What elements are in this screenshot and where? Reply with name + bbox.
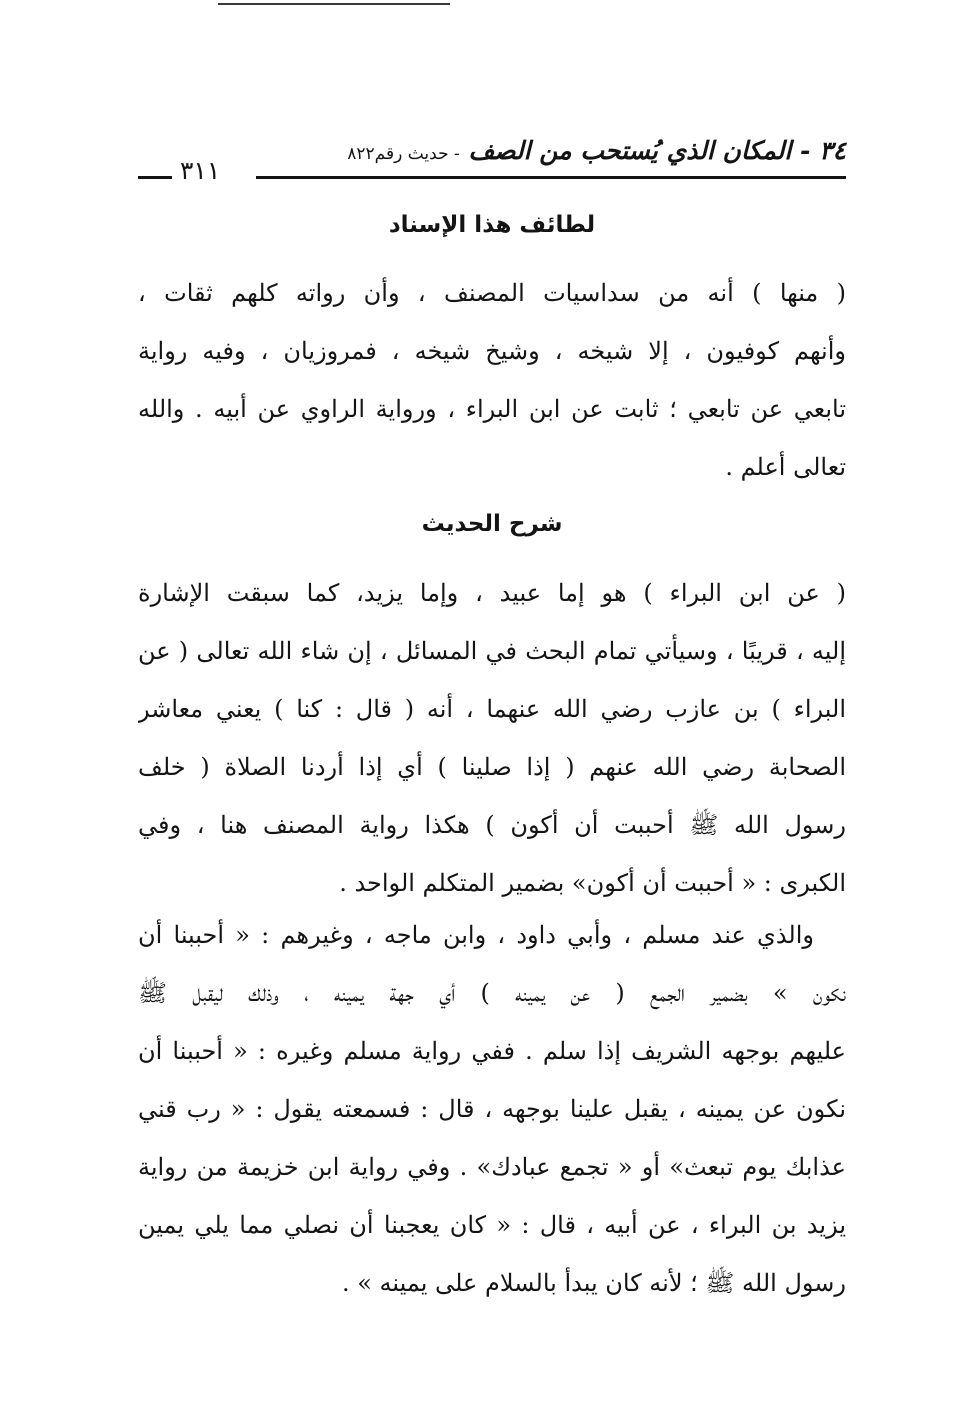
hadith-reference: - حديث رقم٨٢٢ bbox=[347, 144, 460, 164]
text-line: تابعي عن تابعي ؛ ثابت عن ابن البراء ، ورواية الراوي عن أبيه . والله bbox=[138, 395, 846, 423]
header-rule bbox=[256, 176, 846, 179]
text-line: تعالى أعلم . bbox=[725, 453, 846, 481]
text-line: ( عن ابن البراء ) هو إما عبيد ، وإما يزيد، كما سبقت الإشارة bbox=[138, 579, 846, 607]
text-line: إليه ، قريبًا ، وسيأتي تمام البحث في المسائل ، إن شاء الله تعالى ( عن bbox=[138, 637, 846, 665]
paragraph-lataif bbox=[138, 264, 846, 496]
text-line: والذي عند مسلم ، وأبي داود ، وابن ماجه ، وغيرهم : « أحببنا أن bbox=[138, 921, 814, 949]
section-heading-lataif: لطائف هذا الإسناد bbox=[388, 212, 596, 238]
text-line: الكبرى : « أحببت أن أكون» بضمير المتكلم الواحد . bbox=[339, 869, 846, 897]
text-line: عليهم بوجهه الشريف إذا سلم . ففي رواية مسلم وغيره : « أحببنا أن bbox=[138, 1037, 846, 1065]
page-number: ٣١١ bbox=[180, 156, 221, 185]
page-number-dash bbox=[138, 176, 172, 179]
chapter-title-text: ٣٤ - المكان الذي يُستحب من الصف bbox=[468, 136, 846, 165]
text-line: نكون عن يمينه ، يقبل علينا بوجهه ، قال : فسمعته يقول : « رب قني bbox=[138, 1095, 846, 1123]
text-line: نكون » بضمير الجمع ( عن يمينه ) أي جهة يمينه ، وذلك ليقبل ﷺ bbox=[138, 979, 846, 1007]
text-line: رسول الله ﷺ أحببت أن أكون ) هكذا رواية المصنف هنا ، وفي bbox=[138, 811, 846, 839]
section-heading-sharh: شرح الحديث bbox=[421, 511, 563, 537]
text-line: رسول الله ﷺ ؛ لأنه كان يبدأ بالسلام على يمينه » . bbox=[341, 1269, 846, 1297]
text-line: عذابك يوم تبعث» أو « تجمع عبادك» . وفي رواية ابن خزيمة من رواية bbox=[138, 1153, 846, 1181]
text-line: يزيد بن البراء ، عن أبيه ، قال : « كان يعجبنا أن نصلي مما يلي يمين bbox=[138, 1211, 846, 1239]
text-line: ( منها ) أنه من سداسيات المصنف ، وأن رواته كلهم ثقات ، bbox=[138, 279, 846, 307]
text-line: البراء ) بن عازب رضي الله عنهما ، أنه ( قال : كنا ) يعني معاشر bbox=[138, 695, 846, 723]
top-border-rule bbox=[218, 3, 450, 5]
running-header bbox=[138, 136, 846, 186]
text-line: الصحابة رضي الله عنهم ( إذا صلينا ) أي إذا أردنا الصلاة ( خلف bbox=[138, 753, 846, 781]
paragraph-continuation bbox=[138, 906, 846, 1312]
text-line: وأنهم كوفيون ، إلا شيخه ، وشيخ شيخه ، فمروزيان ، وفيه رواية bbox=[138, 337, 846, 365]
paragraph-sharh bbox=[138, 564, 846, 912]
chapter-title bbox=[347, 136, 846, 165]
